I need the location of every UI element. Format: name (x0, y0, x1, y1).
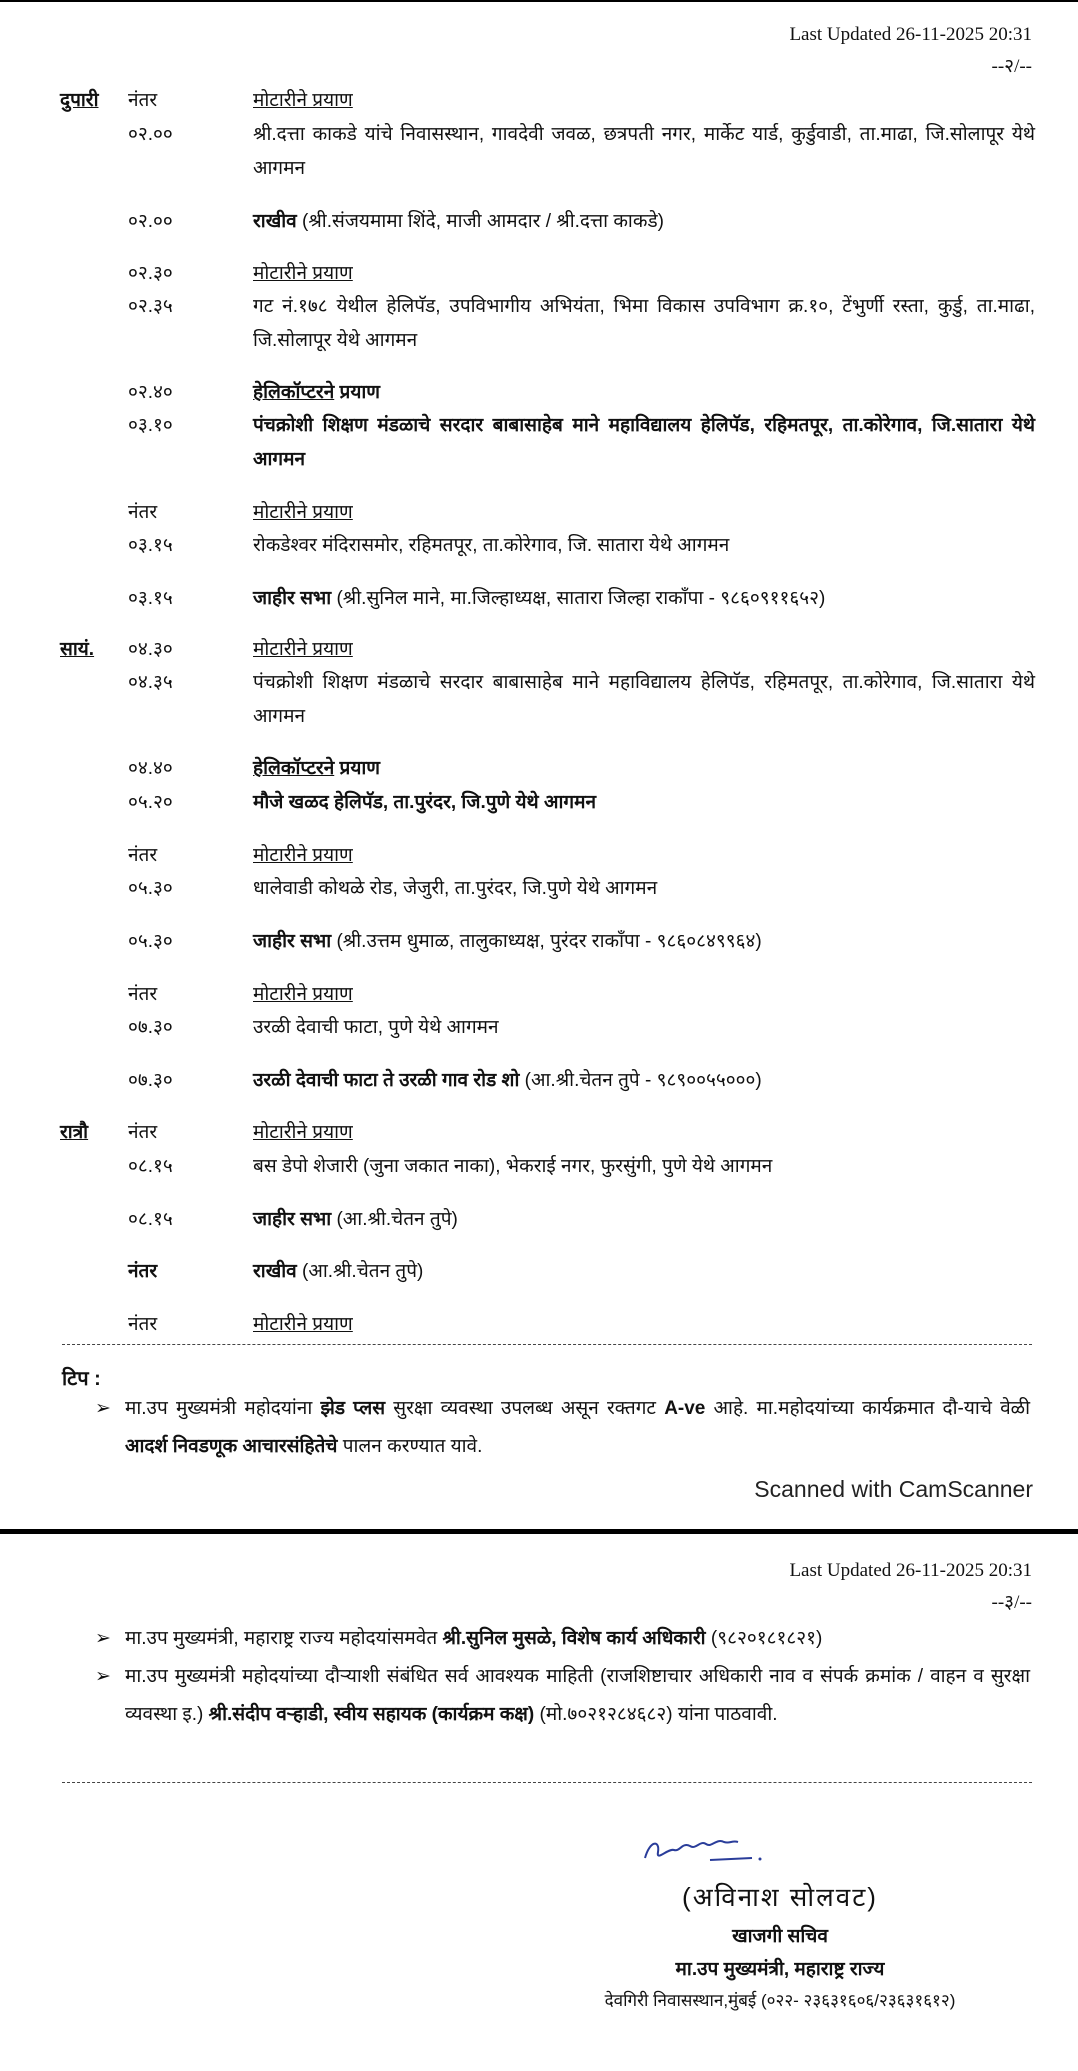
schedule-time: ०३.१५ (128, 535, 173, 556)
schedule-text: उरळी देवाची फाटा, पुणे येथे आगमन (253, 1017, 499, 1038)
schedule-time: नंतर (128, 1122, 158, 1143)
schedule-text: मोटारीने प्रयाण (253, 90, 353, 111)
schedule-time: ०५.३० (128, 878, 173, 899)
time-of-day-label: रात्रौ (60, 1122, 89, 1143)
signatory-name: (अविनाश सोलवट) (682, 1882, 878, 1912)
schedule-time: नंतर (128, 502, 158, 523)
schedule-text: हेलिकॉप्टरने प्रयाण (253, 758, 381, 779)
schedule-text: राखीव (श्री.संजयमामा शिंदे, माजी आमदार / श्री.दत्ता काकडे) (253, 211, 664, 232)
schedule-text: मोटारीने प्रयाण (253, 502, 353, 523)
schedule-text: मोटारीने प्रयाण (253, 984, 353, 1005)
schedule-text: मोटारीने प्रयाण (253, 1314, 353, 1335)
page-number-3: --३/-- (991, 1592, 1032, 1613)
camscanner-watermark: Scanned with CamScanner (754, 1476, 1033, 1502)
schedule-time: ०२.४० (128, 382, 173, 403)
signatory-designation: खाजगी सचिव (732, 1926, 828, 1947)
schedule-text: मोटारीने प्रयाण (253, 639, 353, 660)
schedule-text: हेलिकॉप्टरने प्रयाण (253, 382, 381, 403)
schedule-text: मोटारीने प्रयाण (253, 845, 353, 866)
tip-text: मा.उप मुख्यमंत्री महोदयांना झेड प्लस सुरक्षा व्यवस्था उपलब्ध असून रक्तगट A-ve आहे. मा.महोदयांच्या कार्यक्रमात दौ-याचे वेळी आदर्श निवडणूक आचारसंहितेचे पालन करण्यात यावे. (125, 1398, 1030, 1457)
schedule-time: नंतर (128, 984, 158, 1005)
page-number-2: --२/-- (991, 56, 1032, 77)
time-of-day-label: सायं. (60, 639, 95, 660)
schedule-text: पंचक्रोशी शिक्षण मंडळाचे सरदार बाबासाहेब माने महाविद्यालय हेलिपॅड, रहिमतपूर, ता.कोरेगाव, जि.सातारा येथे आगमन (253, 672, 1035, 727)
last-updated-page3: Last Updated 26-11-2025 20:31 (789, 1560, 1032, 1581)
arrow-bullet-icon: ➢ (95, 1398, 111, 1419)
schedule-time: ०८.१५ (128, 1156, 173, 1177)
schedule-text: मोटारीने प्रयाण (253, 263, 353, 284)
top-border (0, 0, 1078, 2)
schedule-time: ०७.३० (128, 1017, 173, 1038)
schedule-text: गट नं.१७८ येथील हेलिपॅड, उपविभागीय अभियंता, भिमा विकास उपविभाग क्र.१०, टेंभुर्णी रस्ता, कुर्डु, ता.माढा, जि.सोलापूर येथे आगमन (253, 296, 1035, 351)
schedule-text: श्री.दत्ता काकडे यांचे निवासस्थान, गावदेवी जवळ, छत्रपती नगर, मार्केट यार्ड, कुर्डुवाडी, ता.माढा, जि.सोलापूर येथे आगमन (253, 124, 1035, 179)
schedule-text: जाहीर सभा (श्री.सुनिल माने, मा.जिल्हाध्यक्ष, सातारा जिल्हा राकाँपा - ९८६०९११६५२) (253, 588, 826, 609)
schedule-text: जाहीर सभा (श्री.उत्तम धुमाळ, तालुकाध्यक्ष, पुरंदर राकाँपा - ९८६०८४९९६४) (253, 931, 762, 952)
schedule-text: उरळी देवाची फाटा ते उरळी गाव रोड शो (आ.श्री.चेतन तुपे - ९८९००५५०००) (253, 1070, 762, 1091)
signature-image (640, 1830, 770, 1870)
schedule-time: नंतर (128, 90, 158, 111)
dashed-separator (62, 1344, 1032, 1345)
schedule-time: नंतर (128, 1261, 158, 1282)
schedule-time: ०३.१० (128, 415, 173, 436)
schedule-time: ०७.३० (128, 1070, 173, 1091)
schedule-text: मोटारीने प्रयाण (253, 1122, 353, 1143)
schedule-time: ०५.२० (128, 792, 173, 813)
schedule-time: नंतर (128, 845, 158, 866)
schedule-text: राखीव (आ.श्री.चेतन तुपे) (253, 1261, 424, 1282)
schedule-time: ०२.०० (128, 124, 173, 145)
schedule-time: ०४.३० (128, 639, 173, 660)
last-updated-page2: Last Updated 26-11-2025 20:31 (789, 24, 1032, 45)
schedule-time: नंतर (128, 1314, 158, 1335)
dashed-separator (62, 1782, 1032, 1783)
schedule-text: पंचक्रोशी शिक्षण मंडळाचे सरदार बाबासाहेब माने महाविद्यालय हेलिपॅड, रहिमतपूर, ता.कोरेगाव, जि.सातारा येथे आगमन (253, 415, 1035, 470)
schedule-time: ०३.१५ (128, 588, 173, 609)
schedule-text: रोकडेश्वर मंदिरासमोर, रहिमतपूर, ता.कोरेगाव, जि. सातारा येथे आगमन (253, 535, 730, 556)
arrow-bullet-icon: ➢ (95, 1628, 111, 1649)
tip-label: टिप : (62, 1368, 101, 1390)
signatory-office: मा.उप मुख्यमंत्री, महाराष्ट्र राज्य (675, 1959, 885, 1980)
schedule-time: ०८.१५ (128, 1209, 173, 1230)
page-break (0, 1529, 1078, 1534)
schedule-time: ०४.४० (128, 758, 173, 779)
schedule-time: ०२.०० (128, 211, 173, 232)
schedule-time: ०२.३५ (128, 296, 173, 317)
schedule-time: ०२.३० (128, 263, 173, 284)
schedule-text: धालेवाडी कोथळे रोड, जेजुरी, ता.पुरंदर, जि.पुणे येथे आगमन (253, 878, 658, 899)
time-of-day-label: दुपारी (60, 90, 99, 111)
schedule-time: ०४.३५ (128, 672, 173, 693)
contact-note-text: मा.उप मुख्यमंत्री महोदयांच्या दौऱ्याशी संबंधित सर्व आवश्यक माहिती (राजशिष्टाचार अधिकारी नाव व संपर्क क्रमांक / वाहन व सुरक्षा व्यवस्था इ.) श्री.संदीप वऱ्हाडी, स्वीय सहायक (कार्यक्रम कक्ष) (मो.७०२१२८४६८२) यांना पाठवावी. (125, 1666, 1030, 1725)
schedule-text: मौजे खळद हेलिपॅड, ता.पुरंदर, जि.पुणे येथे आगमन (253, 792, 596, 813)
signatory-address: देवगिरी निवासस्थान,मुंबई (०२२- २३६३१६०६/२३६३१६१२) (604, 1991, 956, 2010)
schedule-text: बस डेपो शेजारी (जुना जकात नाका), भेकराई नगर, फुरसुंगी, पुणे येथे आगमन (253, 1156, 773, 1177)
contact-note-text: मा.उप मुख्यमंत्री, महाराष्ट्र राज्य महोदयांसमवेत श्री.सुनिल मुसळे, विशेष कार्य अधिकारी (९८२०१८१८२१) (125, 1628, 823, 1649)
schedule-text: जाहीर सभा (आ.श्री.चेतन तुपे) (253, 1209, 458, 1230)
arrow-bullet-icon: ➢ (95, 1666, 111, 1687)
schedule-time: ०५.३० (128, 931, 173, 952)
